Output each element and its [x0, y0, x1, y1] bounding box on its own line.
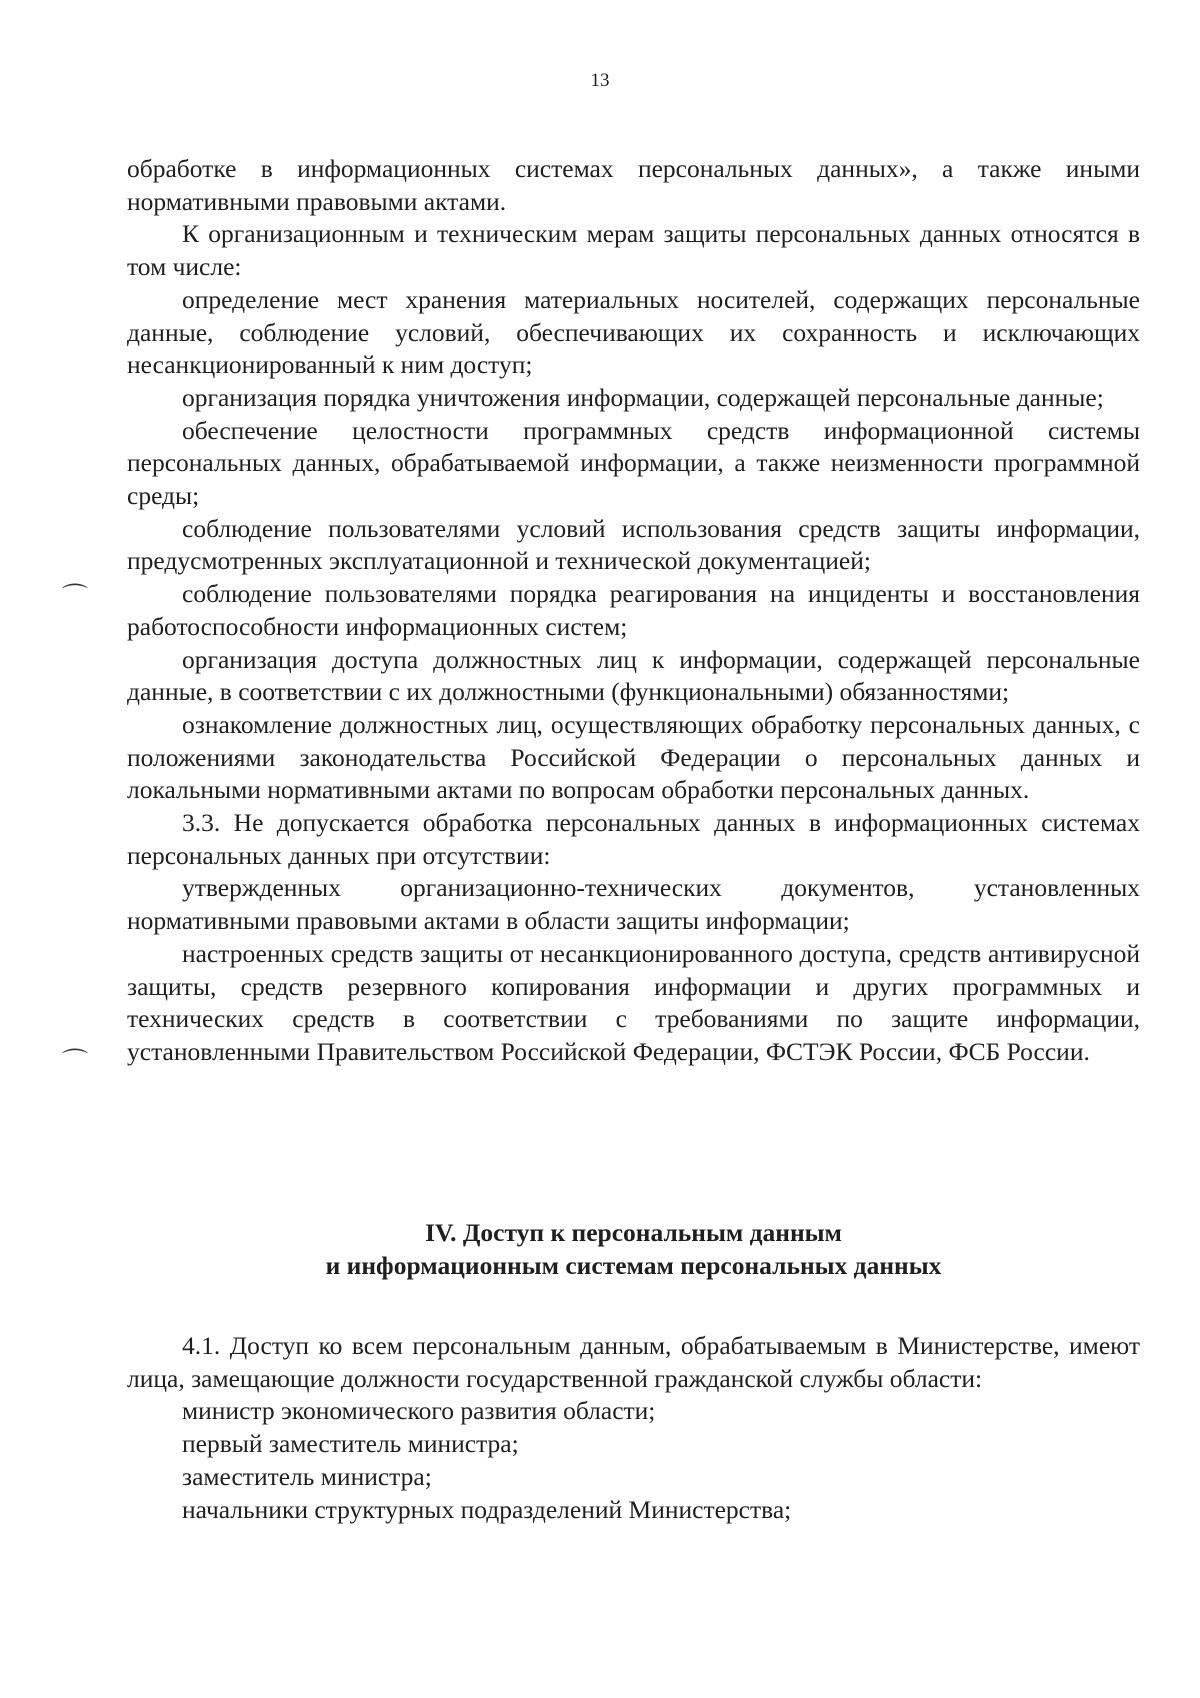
- paragraph-access-organization: организация доступа должностных лиц к информации, содержащей персональные данные, в соответствии с их должностными (функциональными) обязанностями;: [127, 644, 1140, 707]
- paragraph-continuation: обработке в информационных системах персональных данных», а также иными нормативными правовыми актами.: [127, 154, 1140, 216]
- list-item-minister: министр экономического развития области;: [182, 1396, 656, 1426]
- paragraph-destruction-order: организация порядка уничтожения информации, содержащей персональные данные;: [182, 382, 1104, 412]
- section-body-text: [127, 1330, 1140, 1526]
- section-heading-line-2: и информационным системам персональных данных: [325, 1250, 942, 1280]
- list-item-heads-of-units: начальники структурных подразделений Министерства;: [182, 1494, 792, 1524]
- margin-mark-2: ⌒: [62, 1048, 89, 1078]
- list-item-first-deputy: первый заместитель министра;: [182, 1429, 519, 1459]
- paragraph-approved-documents: утвержденных организационно-технических документов, установленных нормативными правовыми актами в области защиты информации;: [127, 873, 1140, 936]
- section-heading: [127, 1217, 1140, 1282]
- paragraph-storage-places: определение мест хранения материальных носителей, содержащих персональные данные, соблюдение условий, обеспечивающих их сохранность и исключающих несанкционированный к ним доступ;: [127, 284, 1140, 380]
- paragraph-configured-tools: настроенных средств защиты от несанкционированного доступа, средств антивирусной защиты, средств резервного копирования информации и других программных и технических средств в соответствии с требованиями по защите информации, установленными Правительством Российской Федерации, ФСТЭК России, ФСБ России.: [127, 938, 1140, 1066]
- paragraph-software-integrity: обеспечение целостности программных средств информационной системы персональных данных, обрабатываемой информации, а также неизменности программной среды;: [127, 415, 1140, 511]
- paragraph-familiarization: ознакомление должностных лиц, осуществляющих обработку персональных данных, с положениями законодательства Российской Федерации о персональных данных и локальными нормативными актами по вопросам обработки персональных данных.: [127, 709, 1140, 805]
- paragraph-incident-response: соблюдение пользователями порядка реагирования на инциденты и восстановления работоспособности информационных систем;: [127, 579, 1140, 641]
- paragraph-3-3: 3.3. Не допускается обработка персональных данных в информационных системах персональных данных при отсутствии:: [127, 808, 1140, 870]
- paragraph-4-1: 4.1. Доступ ко всем персональным данным, обрабатываемым в Министерстве, имеют лица, замещающие должности государственной гражданской службы области:: [127, 1331, 1140, 1393]
- body-text: [127, 153, 1140, 1069]
- list-item-deputy: заместитель министра;: [182, 1461, 432, 1491]
- section-heading-line-1: IV. Доступ к персональным данным: [425, 1218, 842, 1247]
- paragraph-measures-intro: К организационным и техническим мерам защиты персональных данных относятся в том числе:: [127, 219, 1140, 282]
- paragraph-protection-conditions: соблюдение пользователями условий использования средств защиты информации, предусмотренных эксплуатационной и технической документацией;: [127, 513, 1140, 576]
- page-number: 13: [590, 70, 610, 91]
- margin-mark-1: ⌒: [62, 583, 89, 613]
